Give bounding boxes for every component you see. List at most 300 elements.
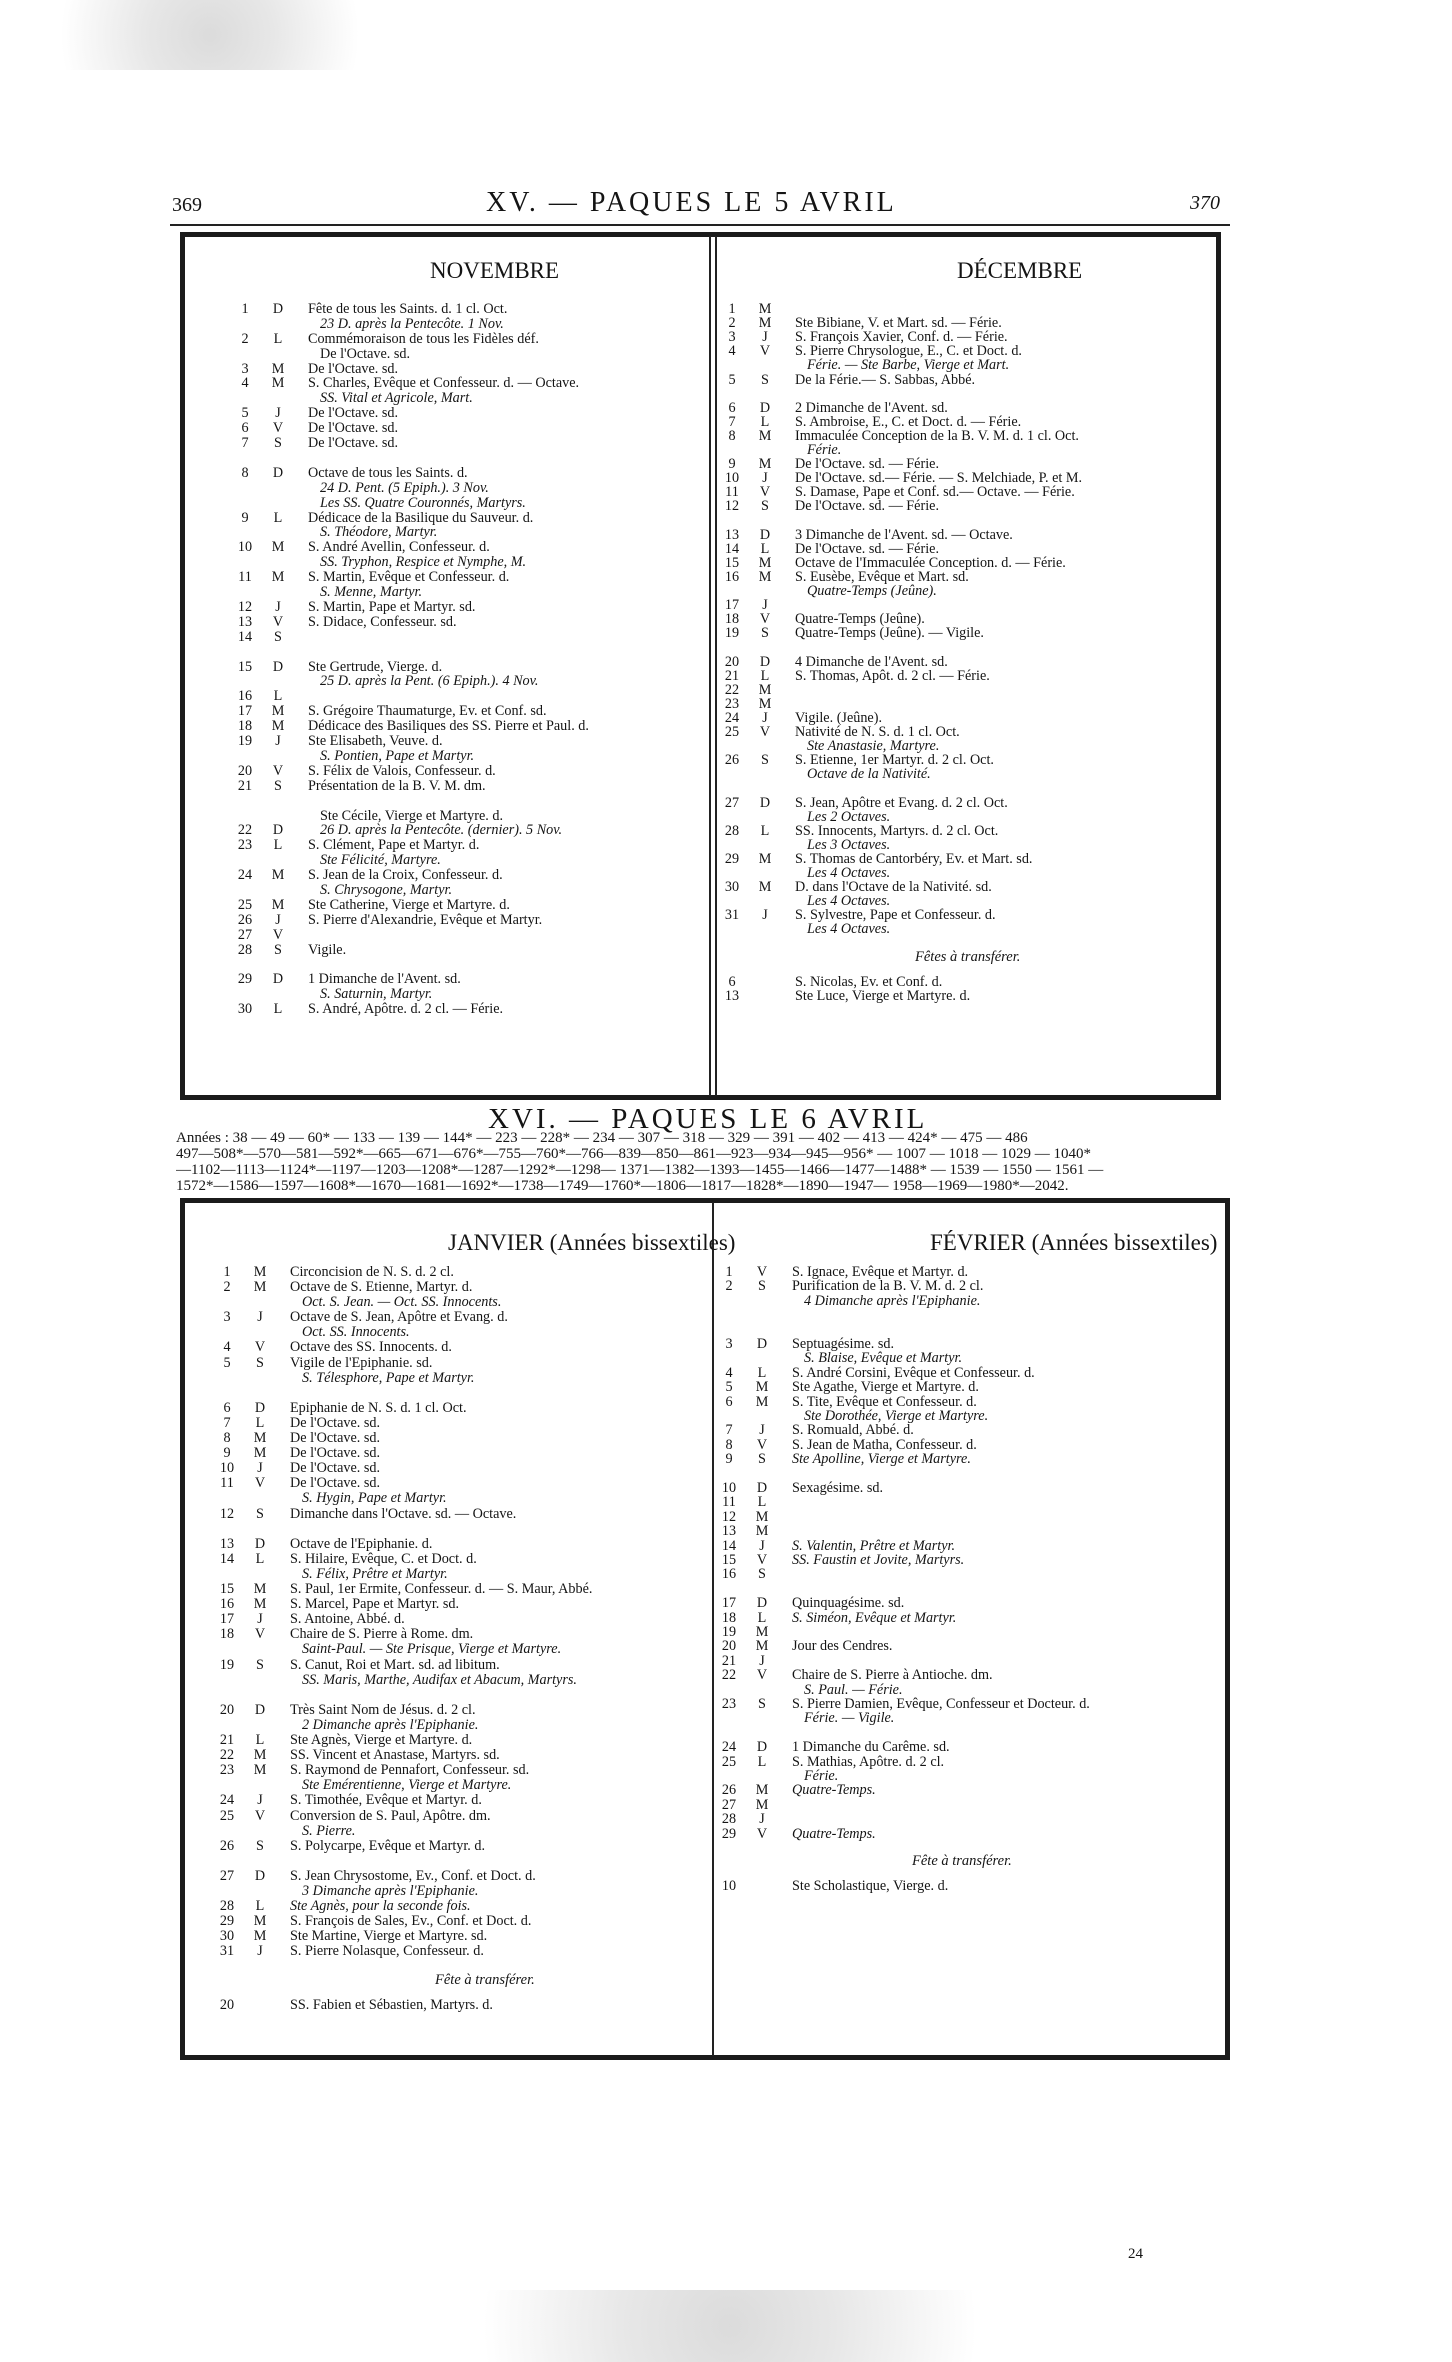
feast-text: 3 Dimanche de l'Avent. sd. — Octave. — [795, 527, 1013, 543]
feast-text: Quatre-Temps (Jeûne). — [795, 611, 925, 627]
weekday-letter: L — [760, 414, 770, 430]
weekday-letter: M — [271, 361, 285, 377]
feast-text: SS. Maris, Marthe, Audifax et Abacum, Martyrs. — [302, 1672, 577, 1688]
day-number: 1 — [223, 1264, 231, 1280]
weekday-letter: L — [760, 541, 770, 557]
feast-text: Les 4 Octaves. — [807, 893, 891, 909]
day-number: 22 — [237, 822, 253, 838]
day-number: 27 — [724, 795, 740, 811]
section-title-xvi: XVI. — PAQUES LE 6 AVRIL — [488, 1103, 928, 1135]
weekday-letter: L — [757, 1610, 767, 1626]
day-number: 24 — [724, 710, 740, 726]
day-number: 7 — [728, 414, 736, 430]
day-number: 28 — [237, 942, 253, 958]
weekday-letter: J — [762, 710, 768, 726]
day-number: 10 — [219, 1460, 235, 1476]
easter-years-line: 1572*—1586—1597—1608*—1670—1681—1692*—1738—1749—1760*—1806—1817—1828*—1890—1947— 1958—1969—1980*—2042. — [176, 1178, 1069, 1194]
weekday-letter: J — [275, 405, 281, 421]
day-number: 7 — [725, 1422, 733, 1438]
weekday-letter: M — [271, 569, 285, 585]
day-number: 13 — [721, 1523, 737, 1539]
day-number: 6 — [725, 1394, 733, 1410]
feast-text: Ste Anastasie, Martyre. — [807, 738, 940, 754]
feast-text: S. Martin, Pape et Martyr. sd. — [308, 599, 476, 615]
weekday-letter: V — [272, 614, 284, 630]
weekday-letter: J — [257, 1792, 263, 1808]
feast-text: S. Blaise, Evêque et Martyr. — [804, 1350, 962, 1366]
page-number-right: 370 — [1190, 192, 1220, 214]
feast-text: Ste Gertrude, Vierge. d. — [308, 659, 443, 675]
day-number: 4 — [241, 375, 249, 391]
feast-text: S. Martin, Evêque et Confesseur. d. — [308, 569, 510, 585]
day-number: 28 — [219, 1898, 235, 1914]
day-number: 29 — [219, 1913, 235, 1929]
day-number: 29 — [237, 971, 253, 987]
weekday-letter: V — [272, 927, 284, 943]
page-number-left: 369 — [172, 194, 202, 216]
day-number: 25 — [219, 1808, 235, 1824]
weekday-letter: M — [758, 301, 772, 317]
weekday-letter: M — [755, 1782, 769, 1798]
day-number: 29 — [721, 1826, 737, 1842]
day-number: 21 — [724, 668, 740, 684]
weekday-letter: D — [756, 1739, 768, 1755]
day-number: 30 — [724, 879, 740, 895]
weekday-letter: L — [273, 1001, 283, 1017]
feast-text: S. Pierre d'Alexandrie, Evêque et Martyr. — [308, 912, 543, 928]
feast-text: Quatre-Temps. — [792, 1826, 876, 1842]
feast-text: De l'Octave. sd. — [290, 1445, 381, 1461]
weekday-letter: J — [257, 1943, 263, 1959]
weekday-letter: L — [255, 1415, 265, 1431]
day-number: 17 — [237, 703, 253, 719]
weekday-letter: M — [755, 1523, 769, 1539]
day-number: 4 — [728, 343, 736, 359]
day-number: 25 — [721, 1754, 737, 1770]
feast-text: Ste Agnès, pour la seconde fois. — [290, 1898, 471, 1914]
day-number: 19 — [721, 1624, 737, 1640]
day-number: 17 — [721, 1595, 737, 1611]
weekday-letter: M — [758, 315, 772, 331]
feast-text: Jour des Cendres. — [792, 1638, 893, 1654]
weekday-letter: M — [253, 1445, 267, 1461]
feast-text: Quinquagésime. sd. — [792, 1595, 905, 1611]
day-number: 1 — [241, 301, 249, 317]
weekday-letter: M — [755, 1394, 769, 1410]
feast-text: S. Siméon, Evêque et Martyr. — [792, 1610, 957, 1626]
feast-text: 4 Dimanche de l'Avent. sd. — [795, 654, 948, 670]
feast-text: Commémoraison de tous les Fidèles déf. — [308, 331, 539, 347]
weekday-letter: V — [756, 1667, 768, 1683]
weekday-letter: S — [274, 942, 282, 958]
day-number: 22 — [724, 682, 740, 698]
feast-text: Ste Cécile, Vierge et Martyre. d. — [320, 808, 504, 824]
weekday-letter: S — [256, 1506, 264, 1522]
weekday-letter: M — [758, 555, 772, 571]
feast-text: Sexagésime. sd. — [792, 1480, 884, 1496]
day-number: 30 — [219, 1928, 235, 1944]
day-number: 5 — [241, 405, 249, 421]
feast-text: Ste Luce, Vierge et Martyre. d. — [795, 988, 971, 1004]
weekday-letter: M — [755, 1624, 769, 1640]
weekday-letter: L — [760, 823, 770, 839]
feast-text: S. Félix de Valois, Confesseur. d. — [308, 763, 496, 779]
weekday-letter: V — [272, 763, 284, 779]
feast-text: S. Pierre. — [302, 1823, 356, 1839]
weekday-letter: M — [755, 1509, 769, 1525]
weekday-letter: J — [759, 1538, 765, 1554]
feast-text: S. Romuald, Abbé. d. — [792, 1422, 914, 1438]
weekday-letter: L — [255, 1551, 265, 1567]
feast-text: Saint-Paul. — Ste Prisque, Vierge et Martyre. — [302, 1641, 562, 1657]
feast-text: Octave de la Nativité. — [807, 766, 931, 782]
weekday-letter: V — [254, 1339, 266, 1355]
day-number: 10 — [237, 539, 253, 555]
feast-text: Férie. — Vigile. — [804, 1710, 895, 1726]
feast-text: Ste Elisabeth, Veuve. d. — [308, 733, 443, 749]
day-number: 2 — [223, 1279, 231, 1295]
feast-text: 1 Dimanche de l'Avent. sd. — [308, 971, 461, 987]
day-number: 3 — [223, 1309, 231, 1325]
weekday-letter: D — [756, 1480, 768, 1496]
feast-text: S. André Avellin, Confesseur. d. — [308, 539, 490, 555]
day-number: 17 — [724, 597, 740, 613]
day-number: 27 — [721, 1797, 737, 1813]
feast-text: Chaire de S. Pierre à Rome. dm. — [290, 1626, 474, 1642]
day-number: 9 — [728, 456, 736, 472]
feast-text: S. Pierre Damien, Evêque, Confesseur et Docteur. d. — [792, 1696, 1090, 1712]
weekday-letter: L — [273, 510, 283, 526]
day-number: 26 — [721, 1782, 737, 1798]
feast-text: De l'Octave. sd.— Férie. — S. Melchiade, P. et M. — [795, 470, 1083, 486]
day-number: 24 — [721, 1739, 737, 1755]
header-rule — [170, 224, 1230, 226]
day-number: 22 — [219, 1747, 235, 1763]
day-number: 16 — [237, 688, 253, 704]
transfer-heading: Fêtes à transférer. — [915, 949, 1021, 965]
weekday-letter: D — [756, 1336, 768, 1352]
day-number: 3 — [725, 1336, 733, 1352]
weekday-letter: D — [756, 1595, 768, 1611]
feast-text: Les 4 Octaves. — [807, 865, 891, 881]
day-number: 21 — [721, 1653, 737, 1669]
day-number: 1 — [728, 301, 736, 317]
day-number: 14 — [724, 541, 740, 557]
day-number: 5 — [728, 372, 736, 388]
feast-text: S. Thomas de Cantorbéry, Ev. et Mart. sd. — [795, 851, 1033, 867]
scan-noise — [0, 0, 420, 70]
day-number: 19 — [237, 733, 253, 749]
feast-text: SS. Vincent et Anastase, Martyrs. sd. — [290, 1747, 500, 1763]
day-number: 23 — [724, 696, 740, 712]
feast-text: Purification de la B. V. M. d. 2 cl. — [792, 1278, 984, 1294]
feast-text: Présentation de la B. V. M. dm. — [308, 778, 486, 794]
day-number: 4 — [725, 1365, 733, 1381]
feast-text: S. Marcel, Pape et Martyr. sd. — [290, 1596, 460, 1612]
weekday-letter: L — [273, 688, 283, 704]
feast-text: S. Ambroise, E., C. et Doct. d. — Férie. — [795, 414, 1022, 430]
feast-text: S. Jean, Apôtre et Evang. d. 2 cl. Oct. — [795, 795, 1008, 811]
signature-mark: 24 — [1128, 2246, 1143, 2262]
feast-text: Circoncision de N. S. d. 2 cl. — [290, 1264, 454, 1280]
feast-text: Nativité de N. S. d. 1 cl. Oct. — [795, 724, 960, 740]
feast-text: 4 Dimanche après l'Epiphanie. — [804, 1293, 981, 1309]
weekday-letter: V — [756, 1437, 768, 1453]
day-number: 27 — [237, 927, 253, 943]
feast-text: Octave des SS. Innocents. d. — [290, 1339, 452, 1355]
day-number: 20 — [237, 763, 253, 779]
feast-text: Octave de l'Immaculée Conception. d. — Férie. — [795, 555, 1066, 571]
day-number: 13 — [219, 1536, 235, 1552]
day-number: 7 — [241, 435, 249, 451]
feast-text: S. Nicolas, Ev. et Conf. d. — [795, 974, 943, 990]
feast-text: Ste Emérentienne, Vierge et Martyre. — [302, 1777, 512, 1793]
feast-text: S. Raymond de Pennafort, Confesseur. sd. — [290, 1762, 530, 1778]
day-number: 24 — [219, 1792, 235, 1808]
weekday-letter: M — [253, 1747, 267, 1763]
weekday-letter: M — [758, 428, 772, 444]
feast-text: De l'Octave. sd. — [290, 1415, 381, 1431]
feast-text: De l'Octave. sd. — [308, 435, 399, 451]
feast-text: SS. Tryphon, Respice et Nymphe, M. — [320, 554, 527, 570]
day-number: 28 — [721, 1811, 737, 1827]
weekday-letter: V — [254, 1626, 266, 1642]
weekday-letter: J — [257, 1460, 263, 1476]
weekday-letter: S — [761, 625, 769, 641]
day-number: 8 — [241, 465, 249, 481]
weekday-letter: S — [758, 1566, 766, 1582]
feast-text: S. Jean Chrysostome, Ev., Conf. et Doct. d. — [290, 1868, 536, 1884]
feast-text: S. Paul. — Férie. — [804, 1682, 903, 1698]
feast-text: S. Félix, Prêtre et Martyr. — [302, 1566, 448, 1582]
weekday-letter: D — [759, 654, 771, 670]
feast-text: Ste Dorothée, Vierge et Martyre. — [804, 1408, 989, 1424]
day-number: 6 — [728, 974, 736, 990]
weekday-letter: J — [275, 599, 281, 615]
page-title: XV. — PAQUES LE 5 AVRIL — [486, 187, 897, 218]
day-number: 21 — [237, 778, 253, 794]
weekday-letter: V — [272, 420, 284, 436]
scan-noise — [380, 2290, 1080, 2362]
day-number: 8 — [725, 1437, 733, 1453]
feast-text: S. Antoine, Abbé. d. — [290, 1611, 405, 1627]
day-number: 11 — [238, 569, 252, 585]
weekday-letter: L — [273, 331, 283, 347]
weekday-letter: M — [755, 1797, 769, 1813]
feast-text: Ste Agathe, Vierge et Martyre. d. — [792, 1379, 979, 1395]
weekday-letter: M — [253, 1596, 267, 1612]
feast-text: Chaire de S. Pierre à Antioche. dm. — [792, 1667, 993, 1683]
feast-text: Ste Catherine, Vierge et Martyre. d. — [308, 897, 510, 913]
day-number: 26 — [219, 1838, 235, 1854]
feast-text: S. Charles, Evêque et Confesseur. d. — Octave. — [308, 375, 580, 391]
feast-text: S. Tite, Evêque et Confesseur. d. — [792, 1394, 977, 1410]
feast-text: S. Sylvestre, Pape et Confesseur. d. — [795, 907, 996, 923]
weekday-letter: V — [759, 724, 771, 740]
feast-text: S. Saturnin, Martyr. — [320, 986, 433, 1002]
feast-text: S. Paul, 1er Ermite, Confesseur. d. — S. Maur, Abbé. — [290, 1581, 593, 1597]
day-number: 12 — [219, 1506, 235, 1522]
feast-text: Ste Martine, Vierge et Martyre. sd. — [290, 1928, 488, 1944]
feast-text: Férie. — [807, 442, 842, 458]
day-number: 4 — [223, 1339, 231, 1355]
feast-text: Immaculée Conception de la B. V. M. d. 1 cl. Oct. — [795, 428, 1079, 444]
feast-text: Octave de tous les Saints. d. — [308, 465, 468, 481]
weekday-letter: M — [755, 1638, 769, 1654]
weekday-letter: L — [273, 837, 283, 853]
feast-text: S. André, Apôtre. d. 2 cl. — Férie. — [308, 1001, 504, 1017]
weekday-letter: D — [254, 1702, 266, 1718]
weekday-letter: M — [253, 1913, 267, 1929]
feast-text: Quatre-Temps (Jeûne). — [807, 583, 937, 599]
day-number: 31 — [724, 907, 740, 923]
feast-text: De l'Octave. sd. — [308, 420, 399, 436]
day-number: 22 — [721, 1667, 737, 1683]
feast-text: S. Pierre Chrysologue, E., C. et Doct. d. — [795, 343, 1022, 359]
day-number: 2 — [241, 331, 249, 347]
weekday-letter: M — [253, 1928, 267, 1944]
feast-text: De l'Octave. sd. — [308, 361, 399, 377]
feast-text: S. Théodore, Martyr. — [320, 524, 438, 540]
feast-text: Oct. S. Jean. — Oct. SS. Innocents. — [302, 1294, 502, 1310]
feast-text: Epiphanie de N. S. d. 1 cl. Oct. — [290, 1400, 467, 1416]
day-number: 16 — [724, 569, 740, 585]
day-number: 8 — [223, 1430, 231, 1446]
day-number: 10 — [724, 470, 740, 486]
day-number: 23 — [219, 1762, 235, 1778]
day-number: 23 — [237, 837, 253, 853]
feast-text: Quatre-Temps (Jeûne). — Vigile. — [795, 625, 984, 641]
weekday-letter: D — [272, 822, 284, 838]
day-number: 10 — [721, 1480, 737, 1496]
transfer-heading: Fête à transférer. — [435, 1972, 535, 1988]
weekday-letter: M — [271, 703, 285, 719]
feast-text: S. Pontien, Pape et Martyr. — [320, 748, 475, 764]
feast-text: Dédicace de la Basilique du Sauveur. d. — [308, 510, 534, 526]
weekday-letter: S — [758, 1278, 766, 1294]
weekday-letter: S — [761, 498, 769, 514]
day-number: 11 — [725, 484, 739, 500]
day-number: 18 — [721, 1610, 737, 1626]
weekday-letter: S — [274, 629, 282, 645]
weekday-letter: D — [272, 659, 284, 675]
day-number: 9 — [241, 510, 249, 526]
feast-text: S. Clément, Pape et Martyr. d. — [308, 837, 480, 853]
feast-text: S. Télesphore, Pape et Martyr. — [302, 1370, 475, 1386]
weekday-letter: S — [761, 752, 769, 768]
feast-text: SS. Innocents, Martyrs. d. 2 cl. Oct. — [795, 823, 999, 839]
weekday-letter: V — [759, 484, 771, 500]
weekday-letter: S — [274, 435, 282, 451]
feast-text: S. François Xavier, Conf. d. — Férie. — [795, 329, 1008, 345]
feast-text: Dimanche dans l'Octave. sd. — Octave. — [290, 1506, 517, 1522]
feast-text: Octave de S. Etienne, Martyr. d. — [290, 1279, 473, 1295]
day-number: 6 — [241, 420, 249, 436]
feast-text: Les 4 Octaves. — [807, 921, 891, 937]
weekday-letter: L — [255, 1898, 265, 1914]
weekday-letter: L — [255, 1732, 265, 1748]
day-number: 9 — [725, 1451, 733, 1467]
running-header — [0, 182, 1452, 222]
day-number: 9 — [223, 1445, 231, 1461]
feast-text: De l'Octave. sd. — Férie. — [795, 541, 939, 557]
weekday-letter: M — [758, 879, 772, 895]
feast-text: S. François de Sales, Ev., Conf. et Doct. d. — [290, 1913, 532, 1929]
feast-text: Oct. SS. Innocents. — [302, 1324, 410, 1340]
feast-text: S. Jean de Matha, Confesseur. d. — [792, 1437, 977, 1453]
day-number: 7 — [223, 1415, 231, 1431]
weekday-letter: D — [759, 795, 771, 811]
feast-text: Octave de l'Epiphanie. d. — [290, 1536, 433, 1552]
weekday-letter: J — [762, 329, 768, 345]
weekday-letter: J — [759, 1653, 765, 1669]
weekday-letter: M — [253, 1430, 267, 1446]
feast-text: SS. Fabien et Sébastien, Martyrs. d. — [290, 1997, 493, 2013]
weekday-letter: S — [274, 778, 282, 794]
feast-text: De l'Octave. sd. — [290, 1430, 381, 1446]
feast-text: S. Thomas, Apôt. d. 2 cl. — Férie. — [795, 668, 990, 684]
feast-text: S. Canut, Roi et Mart. sd. ad libitum. — [290, 1657, 500, 1673]
day-number: 20 — [219, 1702, 235, 1718]
column-divider — [709, 236, 711, 1096]
day-number: 12 — [237, 599, 253, 615]
weekday-letter: L — [760, 668, 770, 684]
day-number: 17 — [219, 1611, 235, 1627]
day-number: 12 — [721, 1509, 737, 1525]
day-number: 30 — [237, 1001, 253, 1017]
feast-text: Octave de S. Jean, Apôtre et Evang. d. — [290, 1309, 508, 1325]
day-number: 28 — [724, 823, 740, 839]
feast-text: Ste Agnès, Vierge et Martyre. d. — [290, 1732, 473, 1748]
weekday-letter: D — [254, 1536, 266, 1552]
weekday-letter: M — [271, 539, 285, 555]
feast-text: 1 Dimanche du Carême. sd. — [792, 1739, 950, 1755]
decembre-title: DÉCEMBRE — [957, 258, 1083, 283]
day-number: 26 — [237, 912, 253, 928]
weekday-letter: S — [761, 372, 769, 388]
easter-years-line: —1102—1113—1124*—1197—1203—1208*—1287—1292*—1298— 1371—1382—1393—1455—1466—1477—1488* — 1539 — 1550 — 1561 — — [176, 1162, 1104, 1178]
feast-text: S. Grégoire Thaumaturge, Ev. et Conf. sd. — [308, 703, 547, 719]
weekday-letter: D — [272, 465, 284, 481]
feast-text: Férie. — Ste Barbe, Vierge et Mart. — [807, 357, 1010, 373]
feast-text: De la Férie.— S. Sabbas, Abbé. — [795, 372, 976, 388]
day-number: 11 — [722, 1494, 736, 1510]
day-number: 15 — [237, 659, 253, 675]
weekday-letter: V — [759, 611, 771, 627]
feast-text: S. Pierre Nolasque, Confesseur. d. — [290, 1943, 484, 1959]
weekday-letter: J — [275, 912, 281, 928]
day-number: 6 — [223, 1400, 231, 1416]
day-number: 8 — [728, 428, 736, 444]
feast-text: 3 Dimanche après l'Epiphanie. — [302, 1883, 479, 1899]
weekday-letter: J — [762, 470, 768, 486]
feast-text: 2 Dimanche après l'Epiphanie. — [302, 1717, 479, 1733]
feast-text: Septuagésime. sd. — [792, 1336, 895, 1352]
feast-text: D. dans l'Octave de la Nativité. sd. — [795, 879, 992, 895]
day-number: 27 — [219, 1868, 235, 1884]
day-number: 2 — [725, 1278, 733, 1294]
feast-text: S. Didace, Confesseur. sd. — [308, 614, 457, 630]
feast-text: Vigile de l'Epiphanie. sd. — [290, 1355, 433, 1371]
feast-text: 26 D. après la Pentecôte. (dernier). 5 Nov. — [320, 822, 563, 838]
day-number: 19 — [219, 1657, 235, 1673]
day-number: 12 — [724, 498, 740, 514]
feast-text: Ste Scholastique, Vierge. d. — [792, 1878, 949, 1894]
feast-text: 25 D. après la Pent. (6 Epiph.). 4 Nov. — [320, 673, 539, 689]
day-number: 13 — [237, 614, 253, 630]
feast-text: S. Menne, Martyr. — [320, 584, 423, 600]
day-number: 20 — [724, 654, 740, 670]
